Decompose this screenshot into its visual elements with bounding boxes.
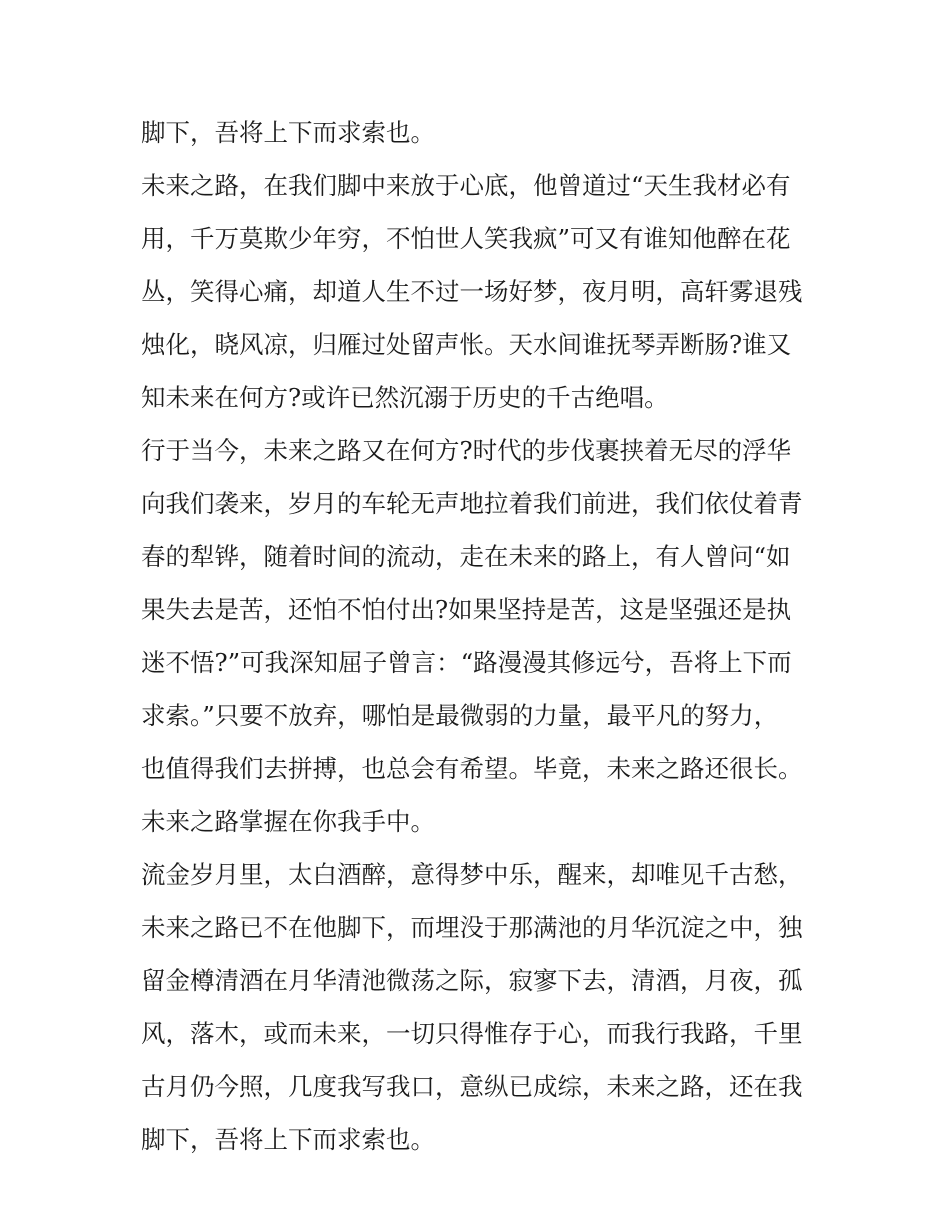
text-line-16: 未来之路已不在他脚下，而埋没于那满池的月华沉淀之中，独 bbox=[141, 913, 803, 942]
text-line-10: 果失去是苦，还怕不怕付出?如果坚持是苦，这是坚强还是执 bbox=[141, 595, 792, 624]
text-line-7: 行于当今，未来之路又在何方?时代的步伐裹挟着无尽的浮华 bbox=[141, 436, 792, 465]
text-line-20: 脚下，吾将上下而求索也。 bbox=[141, 1125, 435, 1154]
text-line-13: 也值得我们去拼搏，也总会有希望。毕竟，未来之路还很长。 bbox=[141, 754, 803, 783]
text-line-17: 留金樽清酒在月华清池微荡之际，寂寥下去，清酒，月夜，孤 bbox=[141, 966, 803, 995]
text-line-19: 古月仍今照，几度我写我口，意纵已成综，未来之路，还在我 bbox=[141, 1072, 803, 1101]
text-line-15: 流金岁月里，太白酒醉，意得梦中乐，醒来，却唯见千古愁， bbox=[141, 860, 803, 889]
text-line-4: 丛，笑得心痛，却道人生不过一场好梦，夜月明，高轩雾退残 bbox=[141, 277, 803, 306]
text-line-2: 未来之路，在我们脚中来放于心底，他曾道过“天生我材必有 bbox=[141, 171, 791, 200]
text-line-1: 脚下，吾将上下而求索也。 bbox=[141, 118, 435, 147]
text-line-12: 求索。”只要不放弃，哪怕是最微弱的力量，最平凡的努力， bbox=[141, 701, 779, 730]
text-line-14: 未来之路掌握在你我手中。 bbox=[141, 807, 435, 836]
text-line-6: 知未来在何方?或许已然沉溺于历史的千古绝唱。 bbox=[141, 383, 669, 412]
text-line-9: 春的犁铧，随着时间的流动，走在未来的路上，有人曾问“如 bbox=[141, 542, 791, 571]
text-line-11: 迷不悟?”可我深知屈子曾言：“路漫漫其修远兮，吾将上下而 bbox=[141, 648, 792, 677]
essay-text bbox=[141, 106, 821, 1166]
text-line-8: 向我们袭来，岁月的车轮无声地拉着我们前进，我们依仗着青 bbox=[141, 489, 803, 518]
text-line-5: 烛化，晓风凉，归雁过处留声怅。天水间谁抚琴弄断肠?谁又 bbox=[141, 330, 792, 359]
text-line-3: 用，千万莫欺少年穷，不怕世人笑我疯”可又有谁知他醉在花 bbox=[141, 224, 791, 253]
text-line-18: 风，落木，或而未来，一切只得惟存于心，而我行我路，千里 bbox=[141, 1019, 803, 1048]
